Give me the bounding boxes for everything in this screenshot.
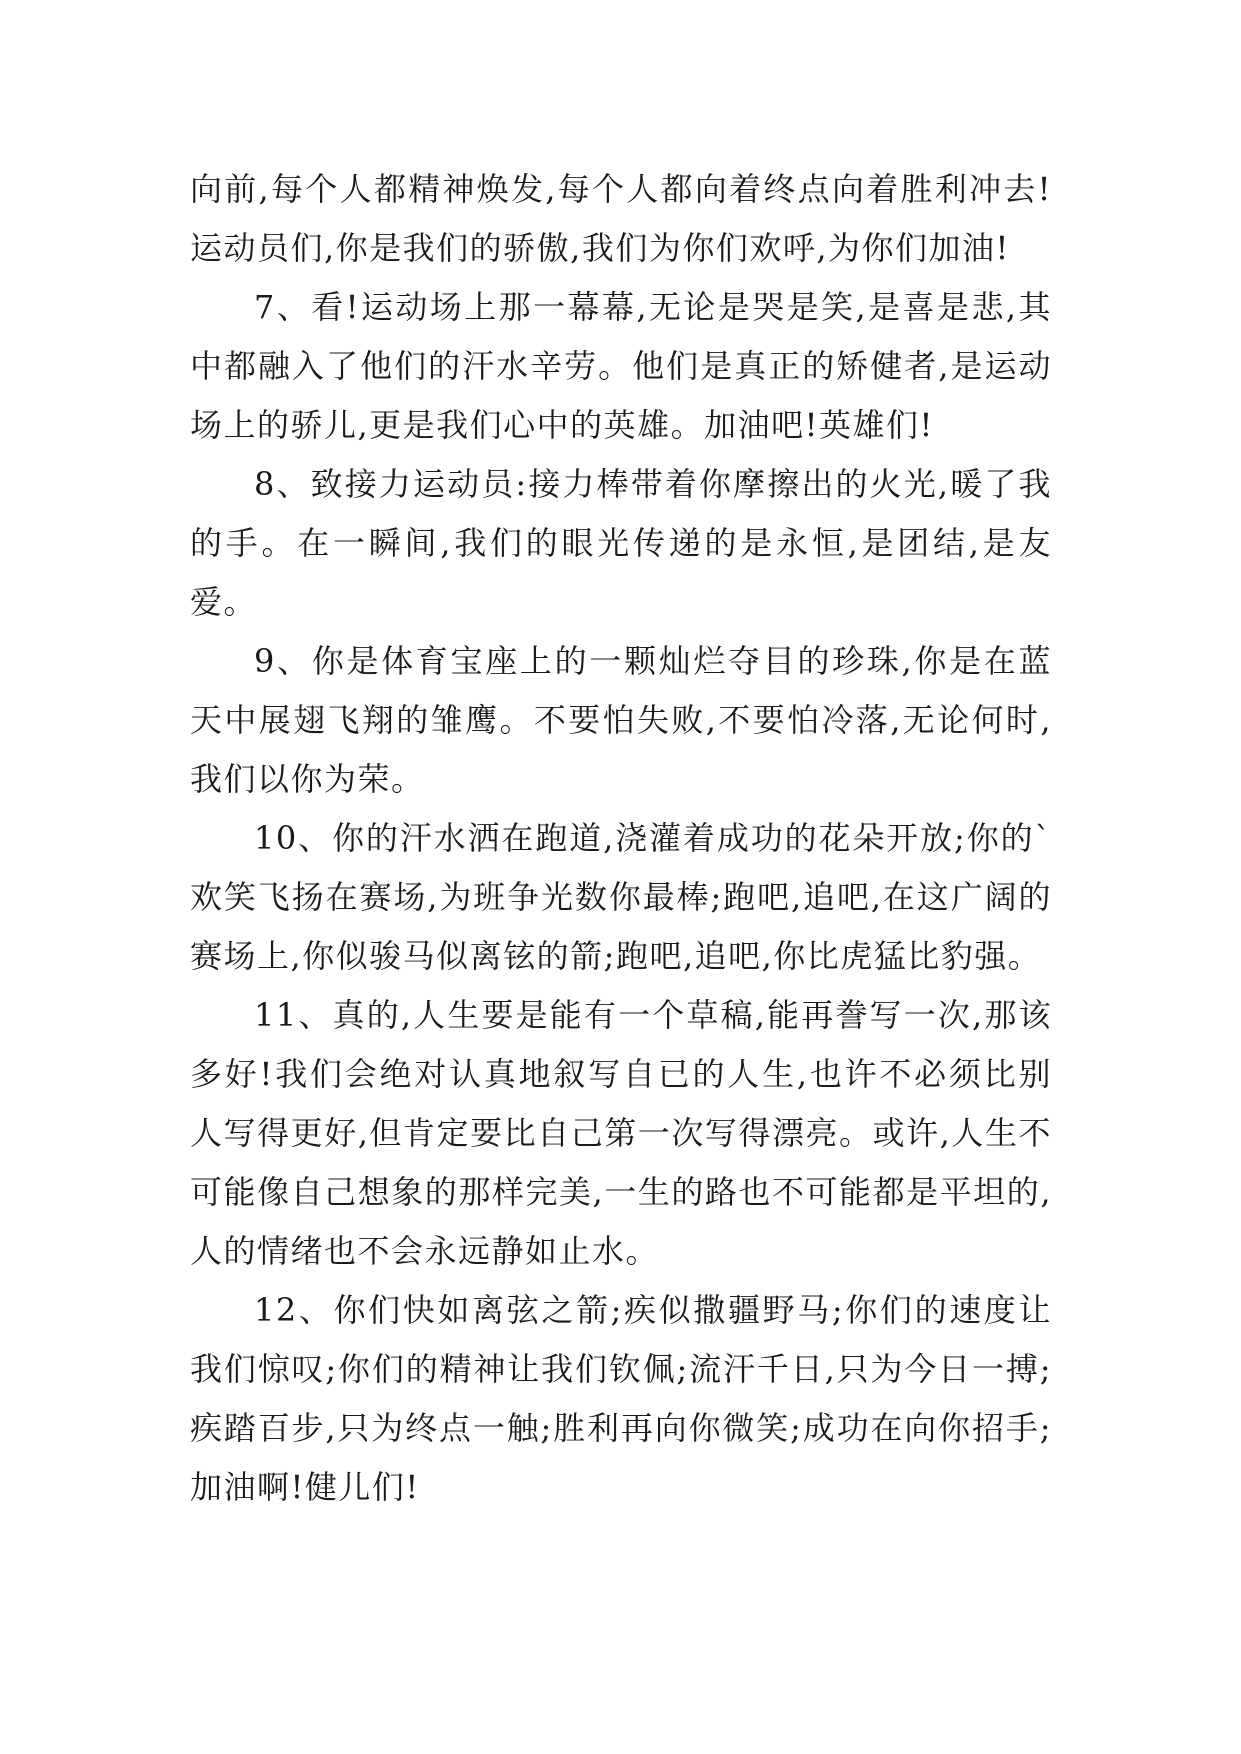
paragraph-7: 7、看!运动场上那一幕幕,无论是哭是笑,是喜是悲,其中都融入了他们的汗水辛劳。他们是真正的矫健者,是运动场上的骄儿,更是我们心中的英雄。加油吧!英雄们! — [190, 288, 1052, 444]
document-body — [190, 160, 1052, 1517]
paragraph-11: 11、真的,人生要是能有一个草稿,能再誊写一次,那该多好!我们会绝对认真地叙写自已的人生,也许不必须比别人写得更好,但肯定要比自己第一次写得漂亮。或许,人生不可能像自己想象的那样完美,一生的路也不可能都是平坦的,人的情绪也不会永远静如止水。 — [190, 996, 1052, 1270]
paragraph-8: 8、致接力运动员:接力棒带着你摩擦出的火光,暖了我的手。在一瞬间,我们的眼光传递的是永恒,是团结,是友爱。 — [190, 465, 1052, 621]
paragraph-12: 12、你们快如离弦之箭;疾似撒疆野马;你们的速度让我们惊叹;你们的精神让我们钦佩;流汗千日,只为今日一搏;疾踏百步,只为终点一触;胜利再向你微笑;成功在向你招手;加油啊!健儿们! — [190, 1291, 1052, 1506]
paragraph-6-continuation: 向前,每个人都精神焕发,每个人都向着终点向着胜利冲去!运动员们,你是我们的骄傲,我们为你们欢呼,为你们加油! — [190, 170, 1052, 267]
paragraph-9: 9、你是体育宝座上的一颗灿烂夺目的珍珠,你是在蓝天中展翅飞翔的雏鹰。不要怕失败,不要怕冷落,无论何时,我们以你为荣。 — [190, 642, 1052, 798]
paragraph-10: 10、你的汗水洒在跑道,浇灌着成功的花朵开放;你的`欢笑飞扬在赛场,为班争光数你最棒;跑吧,追吧,在这广阔的赛场上,你似骏马似离铉的箭;跑吧,追吧,你比虎猛比豹强。 — [190, 819, 1052, 975]
